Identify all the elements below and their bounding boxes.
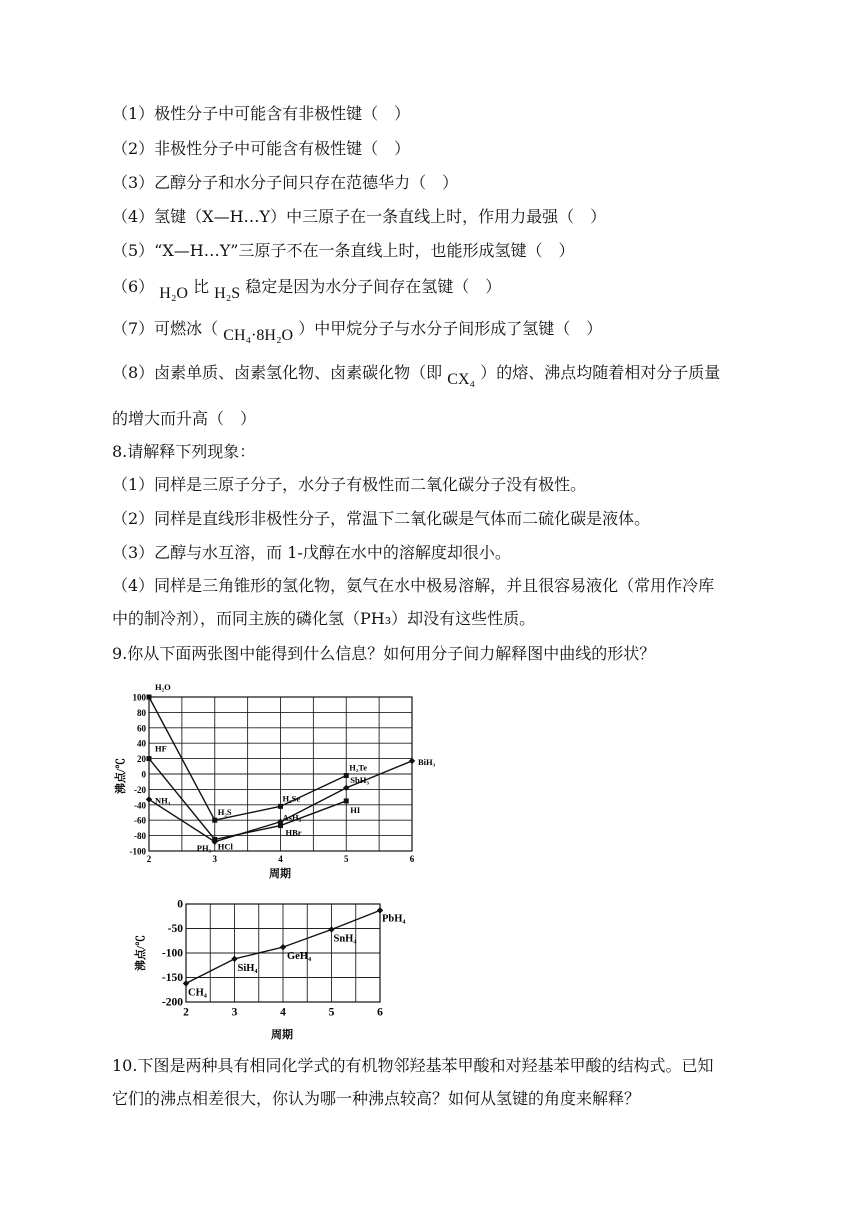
chart-2-xlabel: 周期: [271, 1029, 293, 1041]
q7-item-8-post: ）的熔、沸点均随着相对分子质量: [480, 363, 721, 382]
chart-1-ylabel: 沸点/℃: [115, 757, 127, 795]
chart-1: [112, 676, 462, 886]
x-tick-label: 6: [409, 854, 415, 864]
x-tick-label: 4: [278, 854, 283, 864]
q7-item-8-cont-text: 的增大而升高（ ）: [112, 409, 257, 428]
y-tick-label: 0: [177, 898, 183, 911]
y-tick-label: 40: [137, 738, 146, 749]
y-tick-label: -20: [134, 784, 146, 795]
x-tick-label: 5: [328, 1006, 335, 1019]
data-label: HF: [155, 743, 167, 754]
data-point: [147, 695, 152, 700]
data-point: [147, 756, 152, 761]
chart-2-labels: [188, 913, 406, 998]
formula-cx4: CX₄: [447, 371, 476, 388]
data-label: HI: [350, 804, 361, 815]
data-label: H₂S: [217, 807, 232, 818]
data-label: SiH₄: [237, 962, 258, 974]
data-label: NH₃: [155, 795, 171, 806]
q7-item-2-text: （2）非极性分子中可能含有极性键（ ）: [112, 139, 411, 158]
x-tick-label: 5: [344, 854, 349, 864]
q10-line-2: 它们的沸点相差很大，你认为哪一种沸点较高？如何从氢键的角度来解释？: [112, 1089, 641, 1108]
q7-item-7-post: ）中甲烷分子与水分子间形成了氢键（ ）: [298, 319, 603, 338]
chart-1-labels: [155, 682, 436, 853]
q7-item-5: [112, 240, 574, 262]
data-label: BiH₃: [418, 756, 436, 767]
formula-h2s: H₂S: [214, 285, 241, 302]
q7-item-4: [112, 206, 606, 228]
q8-item-3: （3）乙醇与水互溶，而 1-戊醇在水中的溶解度却很小。: [112, 543, 511, 562]
q8-item-4: （4）同样是三角锥形的氢化物，氨气在水中极易溶解，并且很容易液化（常用作冷库: [112, 576, 715, 595]
y-tick-label: -200: [161, 996, 183, 1009]
q7-item-3-text: （3）乙醇分子和水分子间只存在范德华力（ ）: [112, 173, 459, 192]
data-label: SnH₄: [333, 933, 357, 945]
data-label: GeH₄: [287, 951, 312, 963]
data-point: [344, 773, 349, 778]
y-tick-label: -100: [161, 947, 183, 960]
data-label: H₂O: [155, 682, 171, 692]
y-tick-label: 100: [132, 692, 146, 703]
data-label: H₂Te: [349, 762, 368, 773]
data-label: H₂Se: [282, 793, 301, 804]
data-point: [328, 926, 334, 932]
x-tick-label: 2: [146, 854, 152, 864]
data-point: [278, 804, 283, 809]
data-point: [344, 798, 349, 803]
data-label: PH₃: [196, 842, 212, 853]
y-tick-label: 80: [137, 707, 146, 718]
q7-item-3: [112, 172, 458, 194]
data-point: [231, 956, 237, 962]
x-tick-label: 2: [183, 1006, 189, 1019]
y-tick-label: -100: [129, 846, 146, 857]
q9-title: 9.你从下面两张图中能得到什么信息？如何用分子间力解释图中曲线的形状？: [112, 644, 656, 663]
q7-item-7: [112, 318, 603, 344]
x-tick-label: 3: [212, 854, 217, 864]
x-tick-label: 4: [280, 1006, 286, 1019]
q8-item-2: （2）同样是直线形非极性分子，常温下二氧化碳是气体而二硫化碳是液体。: [112, 509, 651, 528]
data-point: [183, 980, 189, 986]
chart-2-ylabel: 沸点/℃: [135, 934, 147, 972]
q7-item-8: [112, 362, 721, 388]
q7-item-6-pre: （6）: [112, 277, 155, 296]
data-label: AsH₃: [282, 812, 302, 823]
y-tick-label: -150: [161, 972, 183, 984]
data-label: SbH₃: [350, 774, 369, 785]
y-tick-label: 60: [137, 723, 146, 734]
data-point: [280, 944, 286, 950]
q7-item-5-text: （5）“X—H…Y”三原子不在一条直线上时，也能形成氢键（ ）: [112, 241, 575, 260]
q8-item-5: 中的制冷剂），而同主族的磷化氢（PH₃）却没有这些性质。: [112, 609, 536, 628]
q7-item-6-post: 稳定是因为水分子间存在氢键（ ）: [245, 277, 502, 296]
y-tick-label: -60: [134, 815, 146, 826]
q7-item-7-pre: （7）可燃冰（: [112, 319, 219, 338]
chart-1-ticks: [130, 693, 415, 865]
q7-item-2: [112, 138, 410, 160]
q7-item-8-cont: [112, 408, 256, 430]
x-tick-label: 3: [231, 1006, 238, 1019]
data-point: [343, 785, 349, 791]
y-tick-label: -80: [134, 831, 146, 842]
x-tick-label: 6: [377, 1006, 383, 1019]
chart-1-xlabel: 周期: [269, 868, 291, 880]
q7-item-6-mid: 比: [193, 277, 210, 296]
chart-2-ticks: [162, 899, 383, 1019]
q7-item-4-text: （4）氢键（X—H…Y）中三原子在一条直线上时，作用力最强（ ）: [112, 207, 607, 226]
q7-item-1: [112, 103, 410, 125]
y-tick-label: -40: [134, 800, 146, 811]
formula-ch4-8h2o: CH₄·8H₂O: [223, 327, 294, 344]
y-tick-label: 0: [141, 769, 146, 780]
data-label: HBr: [285, 827, 302, 838]
y-tick-label: 20: [137, 754, 146, 765]
data-label: CH₄: [188, 987, 207, 999]
q7-item-8-pre: （8）卤素单质、卤素氢化物、卤素碳化物（即: [112, 363, 443, 382]
data-point: [212, 818, 217, 823]
y-tick-label: -50: [167, 923, 183, 935]
data-label: HCl: [217, 841, 233, 852]
formula-h2o: H₂O: [159, 285, 188, 302]
q10-line-1: 10.下图是两种具有相同化学式的有机物邻羟基苯甲酸和对羟基苯甲酸的结构式。已知: [112, 1056, 714, 1075]
q8-title: 8.请解释下列现象：: [112, 442, 256, 461]
q7-item-6: [112, 276, 502, 302]
q8-item-1: （1）同样是三原子分子，水分子有极性而二氧化碳分子没有极性。: [112, 475, 587, 494]
data-label: PbH₄: [382, 913, 406, 925]
chart-2: [130, 895, 430, 1045]
q7-item-1-text: （1）极性分子中可能含有非极性键（ ）: [112, 104, 411, 123]
chart-2-grid: [186, 904, 380, 1002]
